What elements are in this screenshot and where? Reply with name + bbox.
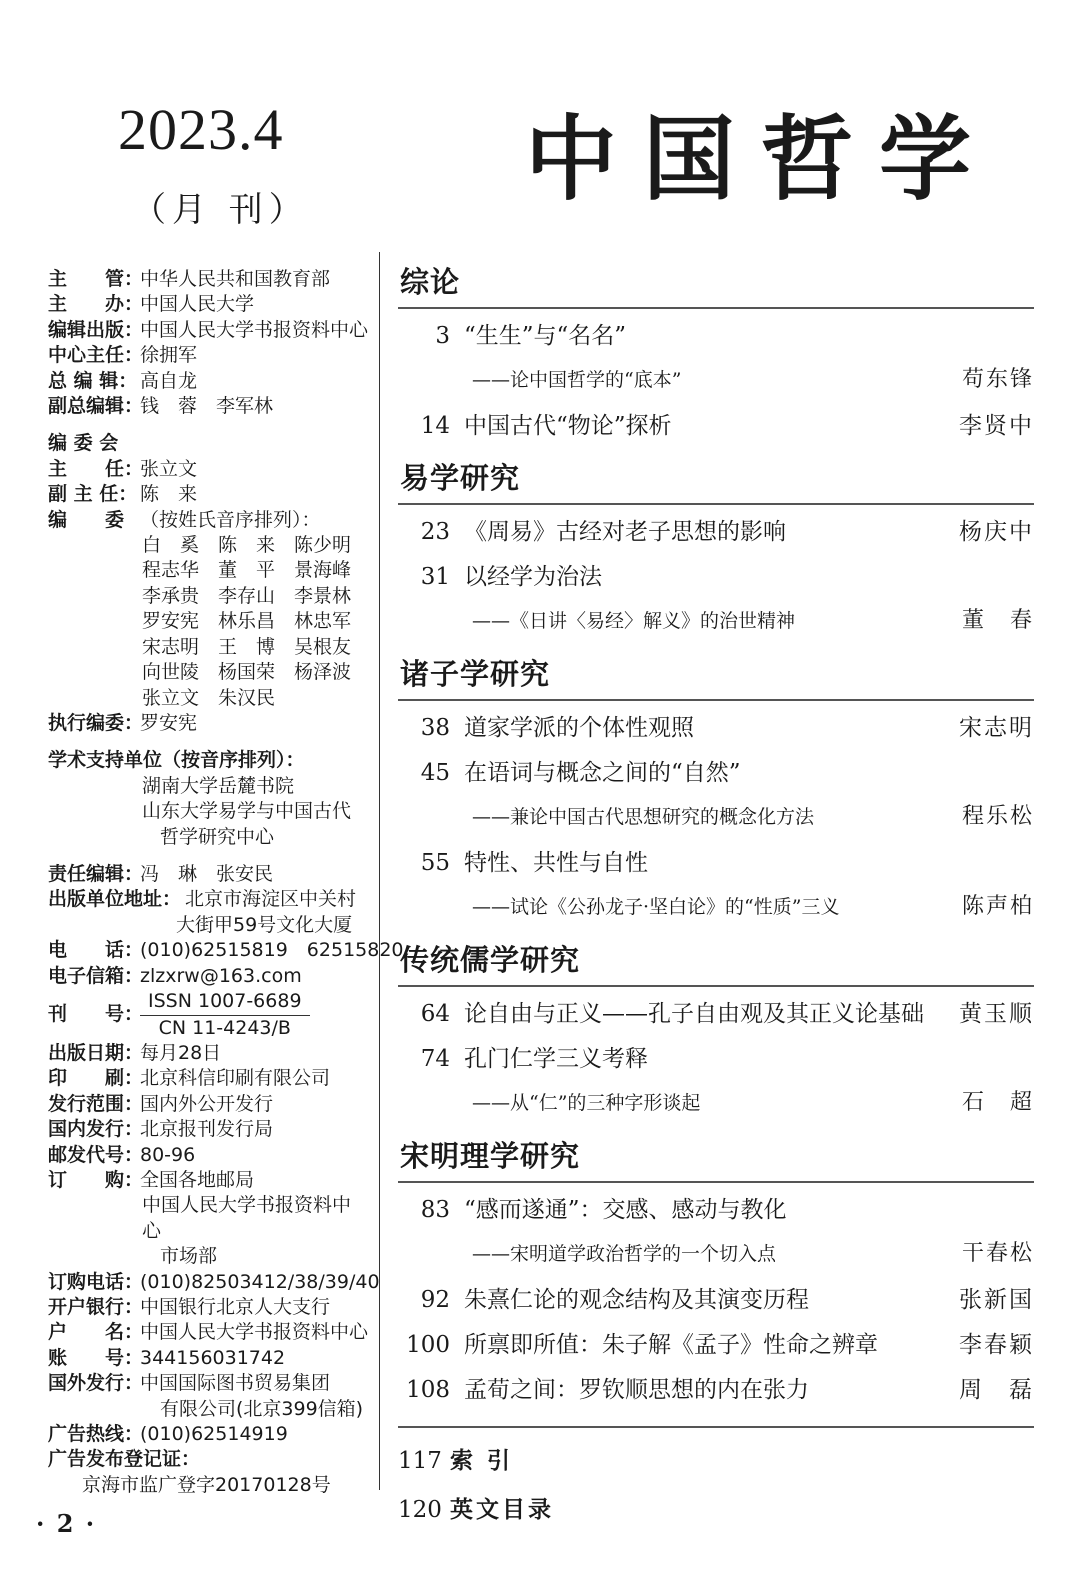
label: 户 名： bbox=[48, 1321, 144, 1344]
toc-entry[interactable] bbox=[398, 995, 1034, 1040]
value: 中华人民共和国教育部 bbox=[140, 268, 331, 290]
value: 钱 蓉 李军林 bbox=[140, 395, 274, 418]
label: 国内发行： bbox=[48, 1118, 144, 1141]
label: 国外发行： bbox=[48, 1372, 144, 1395]
value: zlzxrw@163.com bbox=[140, 964, 302, 987]
masthead-row bbox=[48, 938, 404, 963]
label: 编辑出版： bbox=[48, 318, 144, 341]
masthead-row bbox=[48, 711, 368, 736]
masthead bbox=[48, 267, 404, 1498]
toc-author: 李贤中 bbox=[959, 413, 1034, 439]
masthead-row bbox=[48, 457, 368, 482]
toc-page: 45 bbox=[420, 760, 450, 786]
label: 账 号： bbox=[48, 1346, 144, 1369]
toc-page: 3 bbox=[435, 323, 450, 349]
toc-page: 92 bbox=[420, 1287, 450, 1313]
toc-author: 干春松 bbox=[961, 1241, 1034, 1266]
cn-number: CN 11-4243/B bbox=[158, 1016, 291, 1039]
toc-subtitle-row bbox=[398, 799, 1034, 844]
support-unit: 湖南大学岳麓书院 bbox=[142, 774, 295, 797]
section-title: 综论 bbox=[398, 256, 1034, 309]
support-title: 学术支持单位（按音序排列）： bbox=[48, 749, 305, 772]
committee-member-line: 李承贵 李存山 李景林 bbox=[142, 584, 352, 607]
label: 开户银行： bbox=[48, 1296, 144, 1319]
toc-entry[interactable] bbox=[398, 513, 1034, 558]
masthead-row bbox=[48, 482, 368, 507]
column-divider bbox=[379, 252, 380, 1490]
masthead-row bbox=[48, 1143, 368, 1168]
masthead-row bbox=[48, 1346, 368, 1371]
committee-member-line: 罗安宪 林乐昌 林忠军 bbox=[142, 610, 352, 633]
toc-page: 23 bbox=[420, 519, 450, 545]
label: 订购电话： bbox=[48, 1270, 144, 1293]
toc-author: 石 超 bbox=[961, 1090, 1034, 1115]
masthead-row bbox=[48, 292, 368, 317]
toc-end-rule bbox=[398, 1426, 1034, 1428]
committee-member-line: 程志华 董 平 景海峰 bbox=[142, 559, 352, 582]
section-title: 诸子学研究 bbox=[398, 648, 1034, 701]
value: 344156031742 bbox=[140, 1346, 286, 1369]
value: （按姓氏音序排列）： bbox=[140, 508, 321, 531]
label: 订 购： bbox=[48, 1169, 144, 1191]
toc-title: “感而遂通”：交感、感动与教化 bbox=[464, 1197, 787, 1223]
label: 中心主任： bbox=[48, 344, 144, 367]
support-unit-cont: 哲学研究中心 bbox=[160, 825, 275, 848]
toc-entry-index[interactable] bbox=[398, 1442, 1034, 1491]
value: (010)62515819 62515820 bbox=[140, 939, 404, 962]
value: 每月28日 bbox=[140, 1041, 222, 1064]
value: 中国人民大学书报资料中心 bbox=[140, 318, 369, 341]
label: 广告热线： bbox=[48, 1423, 144, 1446]
toc-entry[interactable] bbox=[398, 1371, 1034, 1416]
toc-title: 索 引 bbox=[450, 1448, 514, 1474]
value: (010)62514919 bbox=[140, 1423, 288, 1446]
toc-title: 特性、共性与自性 bbox=[464, 850, 648, 876]
toc-entry[interactable] bbox=[398, 407, 1034, 452]
toc-author: 陈声柏 bbox=[961, 894, 1034, 919]
label: 出版单位地址： bbox=[48, 888, 182, 911]
toc-entry[interactable] bbox=[398, 317, 1034, 362]
committee-member-line: 宋志明 王 博 吴根友 bbox=[142, 635, 352, 658]
toc-title: “生生”与“名名” bbox=[464, 323, 627, 349]
committee-member-line: 向世陵 杨国荣 杨泽波 bbox=[142, 661, 352, 684]
toc-entry[interactable] bbox=[398, 709, 1034, 754]
masthead-row bbox=[48, 343, 368, 368]
order-cont: 中国人民大学书报资料中心 bbox=[142, 1194, 352, 1242]
toc-author: 董 春 bbox=[961, 608, 1034, 633]
label: 编 委 bbox=[48, 508, 125, 531]
toc-page: 83 bbox=[420, 1197, 450, 1223]
toc-entry[interactable] bbox=[398, 754, 1034, 799]
support-unit: 山东大学易学与中国古代 bbox=[142, 800, 352, 823]
value: 徐拥军 bbox=[140, 344, 198, 367]
toc-subtitle-row bbox=[398, 603, 1034, 648]
toc-subtitle-row bbox=[398, 889, 1034, 934]
toc-title: 论自由与正义——孔子自由观及其正义论基础 bbox=[464, 1001, 924, 1027]
label: 主 管： bbox=[48, 268, 144, 290]
toc-entry[interactable] bbox=[398, 1326, 1034, 1371]
masthead-row bbox=[48, 267, 368, 292]
value: 中国银行北京人大支行 bbox=[140, 1296, 331, 1319]
label: 主 办： bbox=[48, 293, 144, 316]
toc-page: 120 bbox=[398, 1497, 442, 1523]
address-cont: 大街甲59号文化大厦 bbox=[176, 913, 353, 936]
value: 北京科信印刷有限公司 bbox=[140, 1067, 331, 1090]
toc-author: 张新国 bbox=[959, 1287, 1034, 1313]
value: 陈 来 bbox=[140, 483, 198, 506]
section-title: 传统儒学研究 bbox=[398, 934, 1034, 987]
toc-entry[interactable] bbox=[398, 844, 1034, 889]
toc-page: 38 bbox=[420, 715, 450, 741]
toc-subtitle: ——论中国哲学的“底本” bbox=[472, 369, 682, 391]
toc-subtitle-row bbox=[398, 1236, 1034, 1281]
toc-author: 杨庆中 bbox=[959, 519, 1034, 545]
toc-page: 108 bbox=[406, 1377, 450, 1403]
toc-author: 李春颖 bbox=[959, 1332, 1034, 1358]
value: 张立文 bbox=[140, 457, 198, 480]
toc-page: 14 bbox=[420, 413, 450, 439]
value: 国内外公开发行 bbox=[140, 1092, 274, 1115]
masthead-row bbox=[48, 964, 368, 989]
label: 副 主 任： bbox=[48, 483, 138, 506]
masthead-row bbox=[48, 1092, 368, 1117]
toc-title: 以经学为治法 bbox=[464, 564, 602, 590]
masthead-row bbox=[48, 887, 368, 912]
masthead-row bbox=[48, 1168, 368, 1193]
label: 副总编辑： bbox=[48, 395, 144, 418]
masthead-row bbox=[48, 508, 368, 533]
value: 北京报刊发行局 bbox=[140, 1118, 274, 1141]
masthead-row bbox=[48, 1320, 368, 1345]
committee-member-line: 张立文 朱汉民 bbox=[142, 686, 276, 709]
masthead-row bbox=[48, 394, 368, 419]
masthead-row bbox=[48, 369, 368, 394]
toc-page: 100 bbox=[406, 1332, 450, 1358]
toc-page: 64 bbox=[420, 1001, 450, 1027]
toc-title: 英文目录 bbox=[450, 1497, 554, 1523]
label: 总 编 辑： bbox=[48, 369, 138, 392]
issue-number: 2023.4 bbox=[118, 97, 284, 162]
committee-member-line: 白 奚 陈 来 陈少明 bbox=[142, 534, 352, 557]
label: 电 话： bbox=[48, 939, 144, 962]
toc-title: 中国古代“物论”探析 bbox=[464, 413, 672, 439]
value: 罗安宪 bbox=[140, 711, 198, 734]
label: 刊 号： bbox=[48, 1003, 144, 1026]
label: 出版日期： bbox=[48, 1041, 144, 1064]
foreign-cont: 有限公司(北京399信箱) bbox=[160, 1397, 364, 1420]
value: 全国各地邮局 bbox=[140, 1169, 255, 1191]
publication-frequency: （月 刊） bbox=[132, 190, 309, 230]
toc-title: 所禀即所值：朱子解《孟子》性命之辨章 bbox=[464, 1332, 878, 1358]
toc-page: 55 bbox=[420, 850, 450, 876]
toc-author: 宋志明 bbox=[959, 715, 1034, 741]
toc-author: 苟东锋 bbox=[961, 367, 1034, 392]
label: 邮发代号： bbox=[48, 1143, 144, 1166]
label: 印 刷： bbox=[48, 1067, 144, 1090]
masthead-row bbox=[48, 1447, 368, 1472]
label: 主 任： bbox=[48, 457, 144, 480]
masthead-row bbox=[48, 1066, 368, 1091]
toc-title: 《周易》古经对老子思想的影响 bbox=[464, 519, 786, 545]
toc-subtitle-row bbox=[398, 1085, 1034, 1130]
label: 发行范围： bbox=[48, 1092, 144, 1115]
toc-subtitle: ——宋明道学政治哲学的一个切入点 bbox=[472, 1243, 777, 1265]
table-of-contents bbox=[398, 256, 1034, 1540]
toc-entry[interactable] bbox=[398, 558, 1034, 603]
value: 中国国际图书贸易集团 bbox=[140, 1372, 331, 1395]
masthead-row bbox=[48, 1117, 368, 1142]
masthead-row bbox=[48, 318, 368, 343]
value: (010)82503412/38/39/40 bbox=[140, 1270, 380, 1293]
journal-title: 中国哲学 bbox=[525, 105, 998, 213]
label: 执行编委： bbox=[48, 711, 144, 734]
value: 中国人民大学 bbox=[140, 293, 255, 316]
masthead-row bbox=[48, 1041, 368, 1066]
toc-entry[interactable] bbox=[398, 1040, 1034, 1085]
toc-page: 117 bbox=[398, 1448, 442, 1474]
label: 责任编辑： bbox=[48, 862, 144, 885]
toc-subtitle: ——《日讲〈易经〉解义》的治世精神 bbox=[472, 610, 796, 632]
toc-entry-english[interactable] bbox=[398, 1491, 1034, 1540]
ad-registration: 京海市监广登字20170128号 bbox=[82, 1473, 331, 1496]
value: 高自龙 bbox=[140, 369, 198, 392]
toc-author: 黄玉顺 bbox=[959, 1001, 1034, 1027]
section-title: 易学研究 bbox=[398, 452, 1034, 505]
order-cont: 市场部 bbox=[160, 1245, 218, 1268]
toc-entry[interactable] bbox=[398, 1281, 1034, 1326]
masthead-row bbox=[48, 1371, 368, 1396]
label: 电子信箱： bbox=[48, 964, 144, 987]
masthead-row bbox=[48, 862, 368, 887]
toc-page: 74 bbox=[420, 1046, 450, 1072]
issn-box bbox=[140, 989, 310, 1041]
toc-subtitle: ——兼论中国古代思想研究的概念化方法 bbox=[472, 806, 815, 828]
value: 80-96 bbox=[140, 1143, 196, 1166]
toc-page: 31 bbox=[420, 564, 450, 590]
toc-title: 孟荀之间：罗钦顺思想的内在张力 bbox=[464, 1377, 809, 1403]
page-number: · 2 · bbox=[36, 1509, 97, 1538]
masthead-row bbox=[48, 1422, 368, 1447]
toc-subtitle: ——试论《公孙龙子·坚白论》的“性质”三义 bbox=[472, 896, 840, 918]
toc-title: 在语词与概念之间的“自然” bbox=[464, 760, 741, 786]
toc-title: 朱熹仁论的观念结构及其演变历程 bbox=[464, 1287, 809, 1313]
issn: ISSN 1007-6689 bbox=[140, 989, 310, 1016]
value: 中国人民大学书报资料中心 bbox=[140, 1321, 369, 1344]
value: 冯 琳 张安民 bbox=[140, 862, 274, 885]
masthead-row bbox=[48, 1295, 368, 1320]
masthead-row bbox=[48, 1270, 380, 1295]
committee-title: 编 委 会 bbox=[48, 432, 119, 455]
toc-author: 周 磊 bbox=[959, 1377, 1034, 1403]
toc-title: 孔门仁学三义考释 bbox=[464, 1046, 648, 1072]
toc-subtitle-row bbox=[398, 362, 1034, 407]
value: 北京市海淀区中关村 bbox=[185, 888, 357, 911]
toc-author: 程乐松 bbox=[961, 804, 1034, 829]
toc-title: 道家学派的个体性观照 bbox=[464, 715, 694, 741]
toc-subtitle: ——从“仁”的三种字形谈起 bbox=[472, 1092, 701, 1114]
masthead-row bbox=[48, 989, 368, 1041]
section-title: 宋明理学研究 bbox=[398, 1130, 1034, 1183]
toc-entry[interactable] bbox=[398, 1191, 1034, 1236]
label: 广告发布登记证： bbox=[48, 1448, 201, 1471]
